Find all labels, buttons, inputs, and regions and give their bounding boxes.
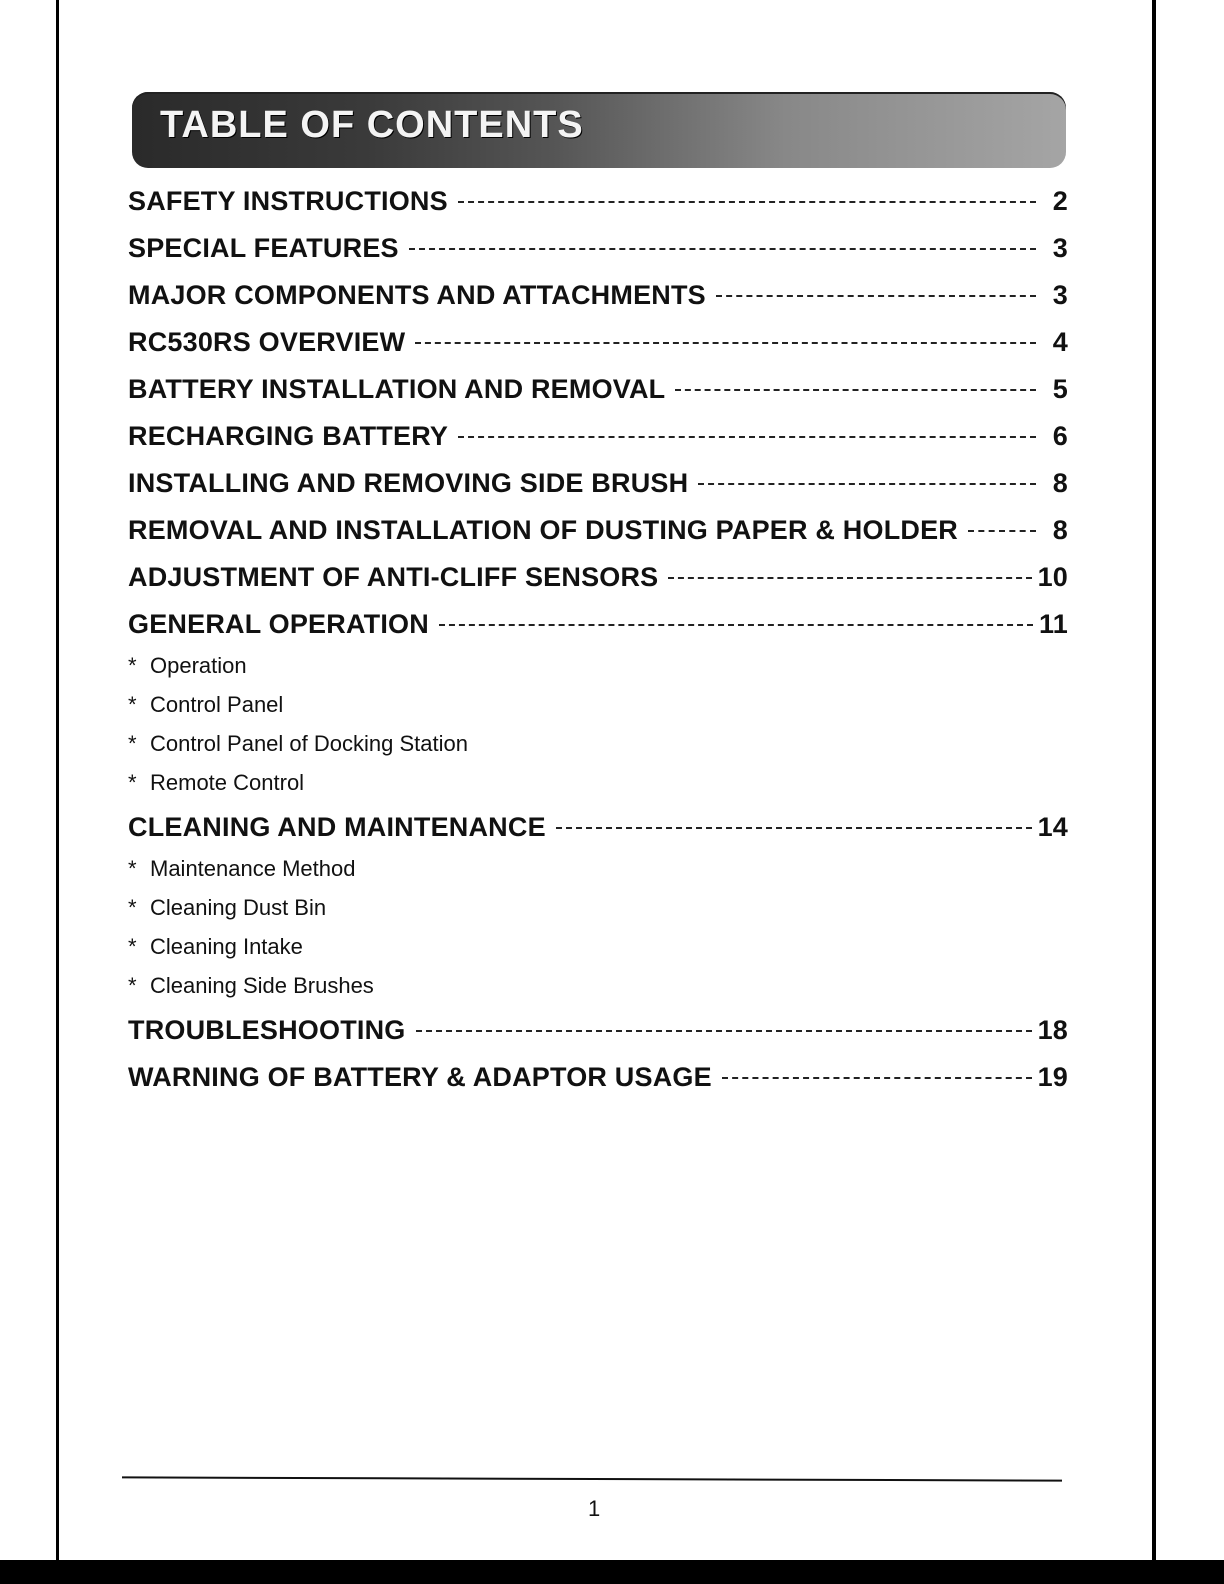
toc-entry (128, 364, 1068, 411)
toc-subitem-label: Operation (150, 652, 247, 678)
toc-entry-title: MAJOR COMPONENTS AND ATTACHMENTS (128, 280, 706, 310)
toc-leader-dashes (415, 342, 1036, 344)
page-border-right (1152, 0, 1224, 1584)
toc-leader-dashes (556, 827, 1032, 829)
bullet-asterisk: * (128, 691, 137, 717)
toc-entry-page: 19 (1037, 1062, 1068, 1092)
toc-leader-dashes (458, 436, 1036, 438)
toc-entry-page: 4 (1052, 327, 1068, 357)
toc-entry-page: 11 (1039, 609, 1068, 639)
toc-entry-title: REMOVAL AND INSTALLATION OF DUSTING PAPER & HOLDER (128, 515, 958, 545)
toc-entry-page: 3 (1052, 233, 1068, 263)
toc-entry (128, 411, 1068, 458)
toc-subitem (128, 849, 1068, 888)
toc-entry (128, 552, 1068, 599)
toc-entry (128, 317, 1068, 364)
toc-leader-dashes (968, 530, 1036, 532)
toc-entry (128, 223, 1068, 270)
toc-entry (128, 458, 1068, 505)
toc-subitem-label: Cleaning Intake (150, 933, 303, 959)
toc-entry-title: SPECIAL FEATURES (128, 233, 399, 263)
bullet-asterisk: * (128, 855, 137, 881)
toc-entry (128, 176, 1068, 223)
toc-entry-title: CLEANING AND MAINTENANCE (128, 812, 546, 842)
toc-entry-title: GENERAL OPERATION (128, 609, 429, 639)
toc-entry-page: 2 (1052, 186, 1068, 216)
table-of-contents (128, 176, 1068, 1099)
bullet-asterisk: * (128, 972, 137, 998)
toc-entry-title: RECHARGING BATTERY (128, 421, 449, 451)
toc-entry-page: 14 (1037, 812, 1068, 842)
footer-divider (122, 1476, 1062, 1481)
toc-subitem (128, 888, 1068, 927)
toc-leader-dashes (409, 248, 1036, 250)
toc-entry-page: 10 (1037, 562, 1068, 592)
page-title: TABLE OF CONTENTS (160, 104, 584, 146)
toc-sublist (128, 849, 1068, 1005)
toc-entry-title: SAFETY INSTRUCTIONS (128, 186, 448, 216)
page-border-left (0, 0, 59, 1584)
toc-entry-title: TROUBLESHOOTING (128, 1015, 406, 1045)
toc-leader-dashes (439, 624, 1033, 626)
toc-entry-page: 8 (1052, 468, 1068, 498)
bullet-asterisk: * (128, 894, 137, 920)
bullet-asterisk: * (128, 769, 137, 795)
toc-leader-dashes (675, 389, 1036, 391)
toc-entry-title: ADJUSTMENT OF ANTI-CLIFF SENSORS (128, 562, 659, 592)
toc-entry (128, 505, 1068, 552)
toc-leader-dashes (416, 1030, 1032, 1032)
toc-leader-dashes (668, 577, 1031, 579)
bullet-asterisk: * (128, 933, 137, 959)
page-number: 1 (588, 1496, 601, 1521)
toc-subitem (128, 646, 1068, 685)
toc-entry (128, 1052, 1068, 1099)
toc-entry (128, 802, 1068, 849)
toc-subitem (128, 685, 1068, 724)
toc-subitem-label: Maintenance Method (150, 855, 356, 881)
toc-entry (128, 599, 1068, 646)
toc-sublist (128, 646, 1068, 802)
toc-header-banner (132, 92, 1066, 168)
page-border-bottom (0, 1560, 1224, 1584)
toc-entry-page: 6 (1052, 421, 1068, 451)
toc-entry-page: 5 (1052, 374, 1068, 404)
toc-subitem (128, 966, 1068, 1005)
toc-subitem-label: Control Panel of Docking Station (150, 730, 468, 756)
toc-subitem (128, 724, 1068, 763)
toc-leader-dashes (716, 295, 1036, 297)
toc-leader-dashes (458, 201, 1036, 203)
toc-entry-page: 3 (1052, 280, 1068, 310)
bullet-asterisk: * (128, 652, 137, 678)
toc-subitem (128, 763, 1068, 802)
toc-entry (128, 270, 1068, 317)
toc-subitem-label: Cleaning Side Brushes (150, 972, 374, 998)
toc-entry-title: INSTALLING AND REMOVING SIDE BRUSH (128, 468, 689, 498)
toc-entry-page: 8 (1052, 515, 1068, 545)
toc-subitem-label: Cleaning Dust Bin (150, 894, 327, 920)
toc-leader-dashes (698, 483, 1036, 485)
toc-entry-title: BATTERY INSTALLATION AND REMOVAL (128, 374, 666, 404)
toc-subitem-label: Control Panel (150, 691, 284, 717)
toc-entry-page: 18 (1037, 1015, 1068, 1045)
toc-entry (128, 1005, 1068, 1052)
toc-leader-dashes (722, 1077, 1032, 1079)
bullet-asterisk: * (128, 730, 137, 756)
toc-subitem (128, 927, 1068, 966)
toc-entry-title: RC530RS OVERVIEW (128, 327, 406, 357)
toc-entry-title: WARNING OF BATTERY & ADAPTOR USAGE (128, 1062, 712, 1092)
toc-subitem-label: Remote Control (150, 769, 305, 795)
